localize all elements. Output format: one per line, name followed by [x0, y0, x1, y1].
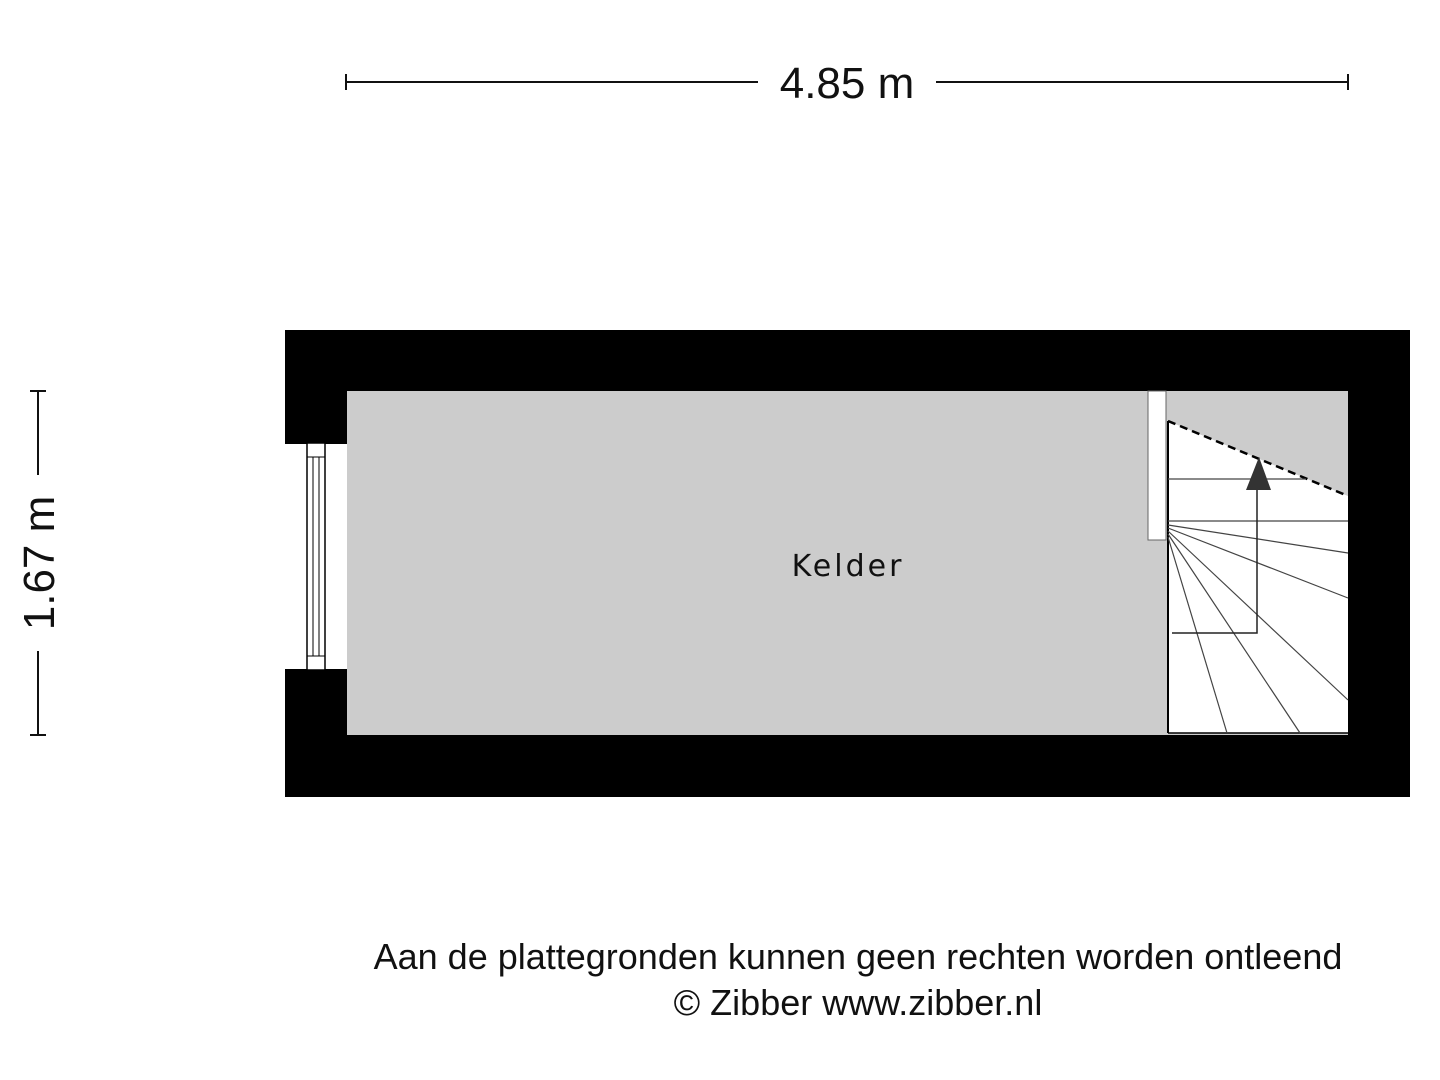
width-dimension-label: 4.85 m: [779, 59, 915, 108]
footer: [240, 934, 1440, 1026]
height-dimension-label: 1.67 m: [15, 495, 64, 631]
stair-partition: [1148, 391, 1166, 540]
room-label: Kelder: [791, 549, 905, 584]
window-frame: [307, 443, 325, 670]
disclaimer-text: Aan de plattegronden kunnen geen rechten worden ontleend: [373, 936, 1343, 977]
window: [285, 443, 347, 670]
copyright-text: © Zibber www.zibber.nl: [673, 982, 1043, 1023]
